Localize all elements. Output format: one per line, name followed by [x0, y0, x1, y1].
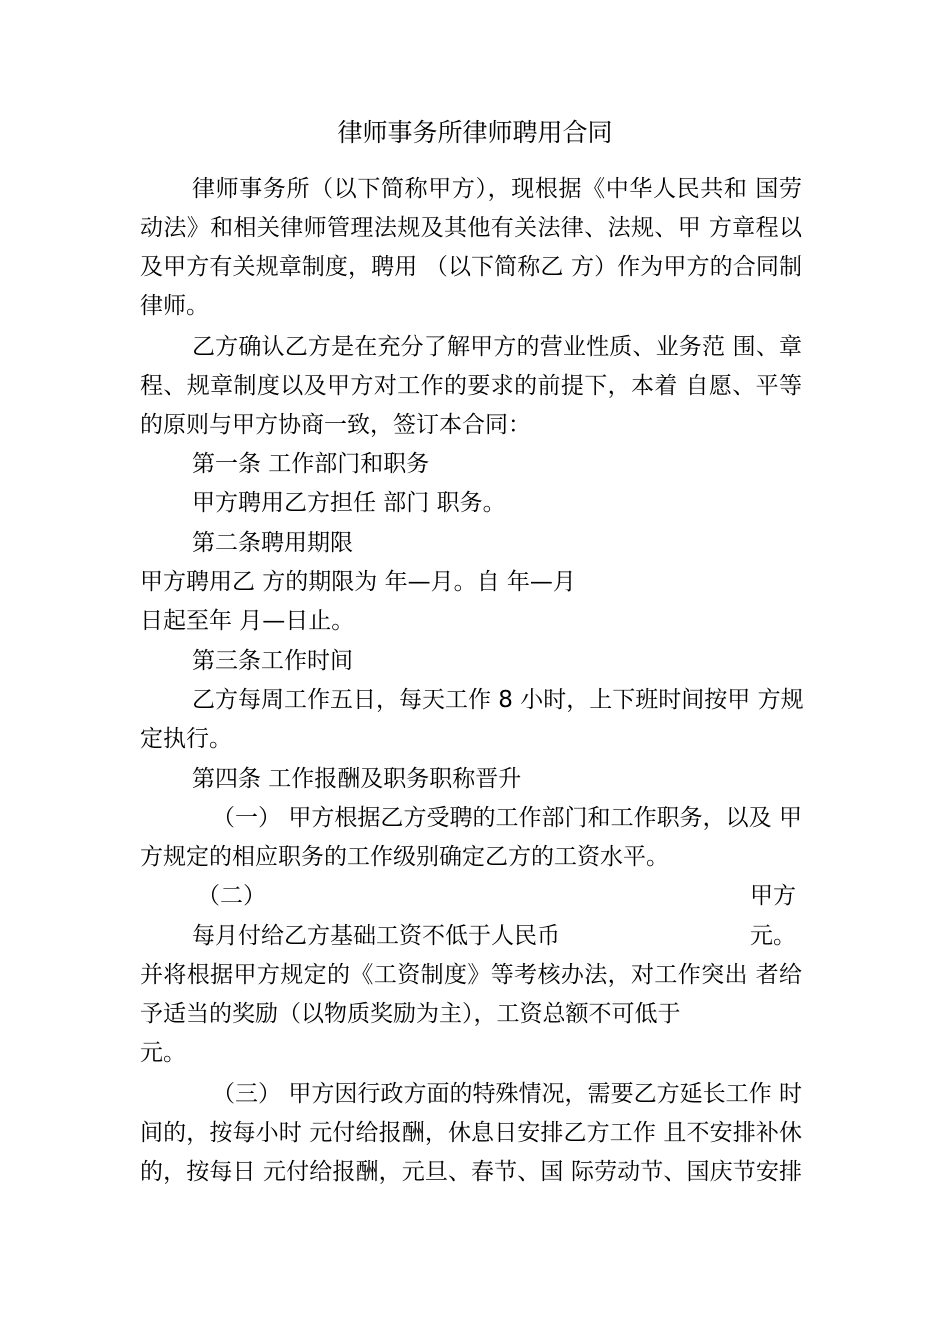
article-4-item-2-line: 并将根据甲方规定的《工资制度》等考核办法，对工作突出 者给 — [140, 962, 802, 988]
article-3-heading: 第三条工作时间 — [192, 648, 353, 674]
article-1-body: 甲方聘用乙方担任 部门 职务。 — [192, 490, 506, 516]
article-4-item-1: 方规定的相应职务的工作级别确定乙方的工资水平。 — [140, 844, 669, 870]
article-4-item-1: （一） 甲方根据乙方受聘的工作部门和工作职务，以及 甲 — [212, 805, 802, 831]
paragraph-line: 动法》和相关律师管理法规及其他有关法律、法规、甲 方章程以 — [140, 215, 802, 241]
article-1-heading: 第一条 工作部门和职务 — [192, 451, 430, 477]
article-4-item-2-unit: 元。 — [750, 923, 796, 949]
article-4-item-3: （三） 甲方因行政方面的特殊情况，需要乙方延长工作 时 — [212, 1081, 802, 1107]
article-4-item-3: 的，按每日 元付给报酬，元旦、春节、国 际劳动节、国庆节安排 — [140, 1159, 802, 1185]
article-2-body: 甲方聘用乙 方的期限为 年—月。自 年—月 — [140, 569, 576, 595]
article-2-body: 日起至年 月—日止。 — [140, 608, 355, 634]
article-2-heading: 第二条聘用期限 — [192, 530, 353, 556]
article-4-item-2-line: 予适当的奖励（以物质奖励为主），工资总额不可低于 — [140, 1001, 681, 1027]
document-title: 律师事务所律师聘用合同 — [337, 118, 613, 147]
article-3-body: 乙方每周工作五日，每天工作 8 小时，上下班时间按甲 方规 — [192, 687, 804, 713]
article-3-body: 定执行。 — [140, 726, 232, 752]
article-4-item-3: 间的，按每小时 元付给报酬，休息日安排乙方工作 且不安排补休 — [140, 1120, 802, 1146]
paragraph-line: 律师事务所（以下简称甲方），现根据《中华人民共和 国劳 — [192, 176, 802, 202]
paragraph-line: 程、规章制度以及甲方对工作的要求的前提下，本着 自愿、平等 — [140, 373, 802, 399]
article-4-heading: 第四条 工作报酬及职务职称晋升 — [192, 766, 522, 792]
article-4-item-2-line: 每月付给乙方基础工资不低于人民币 — [192, 923, 560, 949]
article-4-item-2-line: 元。 — [140, 1040, 186, 1066]
paragraph-line: 律师。 — [140, 293, 209, 319]
paragraph-line: 及甲方有关规章制度，聘用 （以下简称乙 方）作为甲方的合同制 — [140, 254, 802, 280]
article-4-item-2-label: （二） — [197, 883, 266, 909]
paragraph-line: 的原则与甲方协商一致，签订本合同： — [140, 412, 531, 438]
article-4-item-2-right: 甲方 — [750, 883, 796, 909]
paragraph-line: 乙方确认乙方是在充分了解甲方的营业性质、业务范 围、章 — [192, 334, 802, 360]
